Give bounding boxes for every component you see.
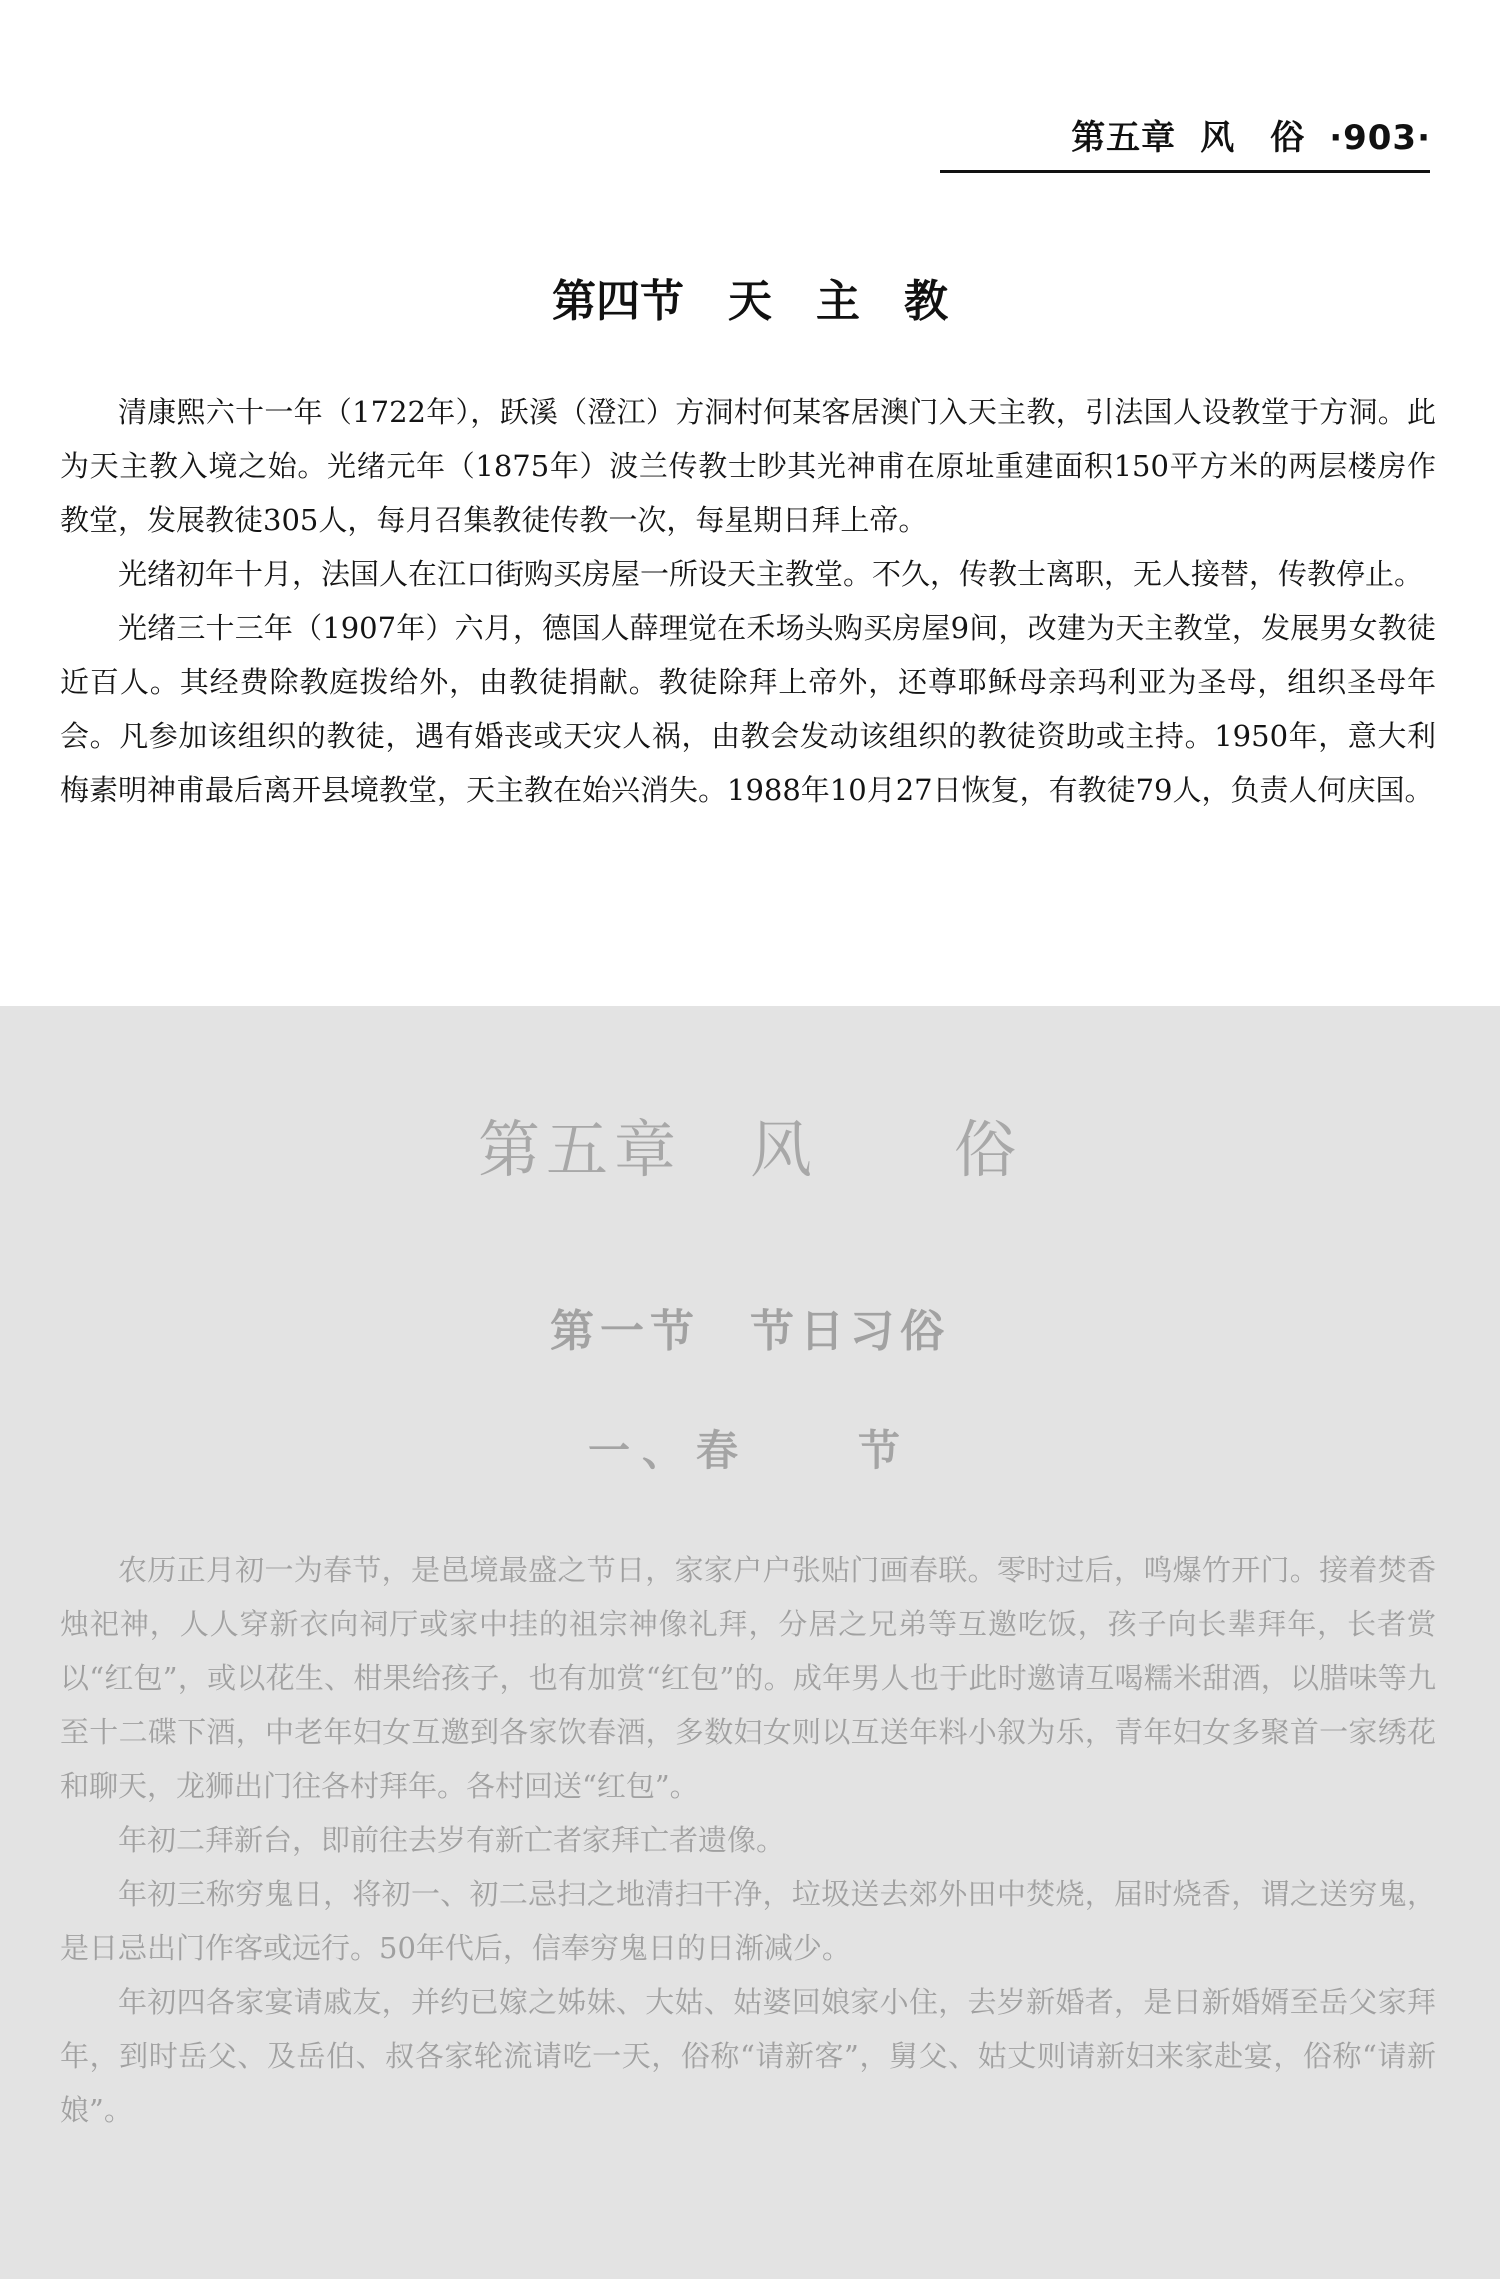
section-1-title: 第一节 节日习俗: [550, 1306, 950, 1357]
spring-festival-body: [60, 1543, 1436, 2137]
section-4-title: 第四节 天 主 教: [552, 276, 948, 327]
header-chapter: 第五章: [1071, 118, 1177, 158]
current-page: [0, 0, 1500, 1006]
paragraph: 年初三称穷鬼日，将初一、初二忌扫之地清扫干净，垃圾送去郊外田中焚烧，届时烧香，谓之送穷鬼，是日忌出门作客或远行。50年代后，信奉穷鬼日的日渐减少。: [60, 1877, 1436, 1965]
running-header: [1071, 110, 1431, 159]
page-number: ·903·: [1329, 118, 1431, 158]
section-4-body: [60, 385, 1436, 817]
paragraph: 清康熙六十一年（1722年），跃溪（澄江）方洞村何某客居澳门入天主教，引法国人设教堂于方洞。此为天主教入境之始。光绪元年（1875年）波兰传教士眇其光神甫在原址重建面积150平方米的两层楼房作教堂，发展教徒305人，每月召集教徒传教一次，每星期日拜上帝。: [60, 395, 1436, 537]
paragraph: 农历正月初一为春节，是邑境最盛之节日，家家户户张贴门画春联。零时过后，鸣爆竹开门。接着焚香烛祀神，人人穿新衣向祠厅或家中挂的祖宗神像礼拜，分居之兄弟等互邀吃饭，孩子向长辈拜年，长者赏以“红包”，或以花生、柑果给孩子，也有加赏“红包”的。成年男人也于此时邀请互喝糯米甜酒，以腊味等九至十二碟下酒，中老年妇女互邀到各家饮春酒，多数妇女则以互送年料小叙为乐，青年妇女多聚首一家绣花和聊天，龙狮出门往各村拜年。各村回送“红包”。: [60, 1553, 1436, 1803]
paragraph: 年初四各家宴请戚友，并约已嫁之姊妹、大姑、姑婆回娘家小住，去岁新婚者，是日新婚婿至岳父家拜年，到时岳父、及岳伯、叔各家轮流请吃一天，俗称“请新客”，舅父、姑丈则请新妇来家赴宴，俗称“请新娘”。: [60, 1985, 1436, 2127]
paragraph: 光绪三十三年（1907年）六月，德国人薛理觉在禾场头购买房屋9间，改建为天主教堂，发展男女教徒近百人。其经费除教庭拨给外，由教徒捐献。教徒除拜上帝外，还尊耶稣母亲玛利亚为圣母，组织圣母年会。凡参加该组织的教徒，遇有婚丧或天灾人祸，由教会发动该组织的教徒资助或主持。1950年，意大利梅素明神甫最后离开县境教堂，天主教在始兴消失。1988年10月27日恢复，有教徒79人，负责人何庆国。: [60, 611, 1436, 807]
subsection-spring-festival-title: 一、春 节: [587, 1426, 912, 1475]
header-chapter-subject: 风 俗: [1200, 118, 1306, 158]
chapter-5-title: 第五章 风 俗: [477, 1113, 1022, 1186]
paragraph: 年初二拜新台，即前往去岁有新亡者家拜亡者遗像。: [118, 1823, 786, 1857]
paragraph: 光绪初年十月，法国人在江口街购买房屋一所设天主教堂。不久，传教士离职，无人接替，传教停止。: [118, 557, 1424, 591]
header-rule: [940, 170, 1430, 173]
